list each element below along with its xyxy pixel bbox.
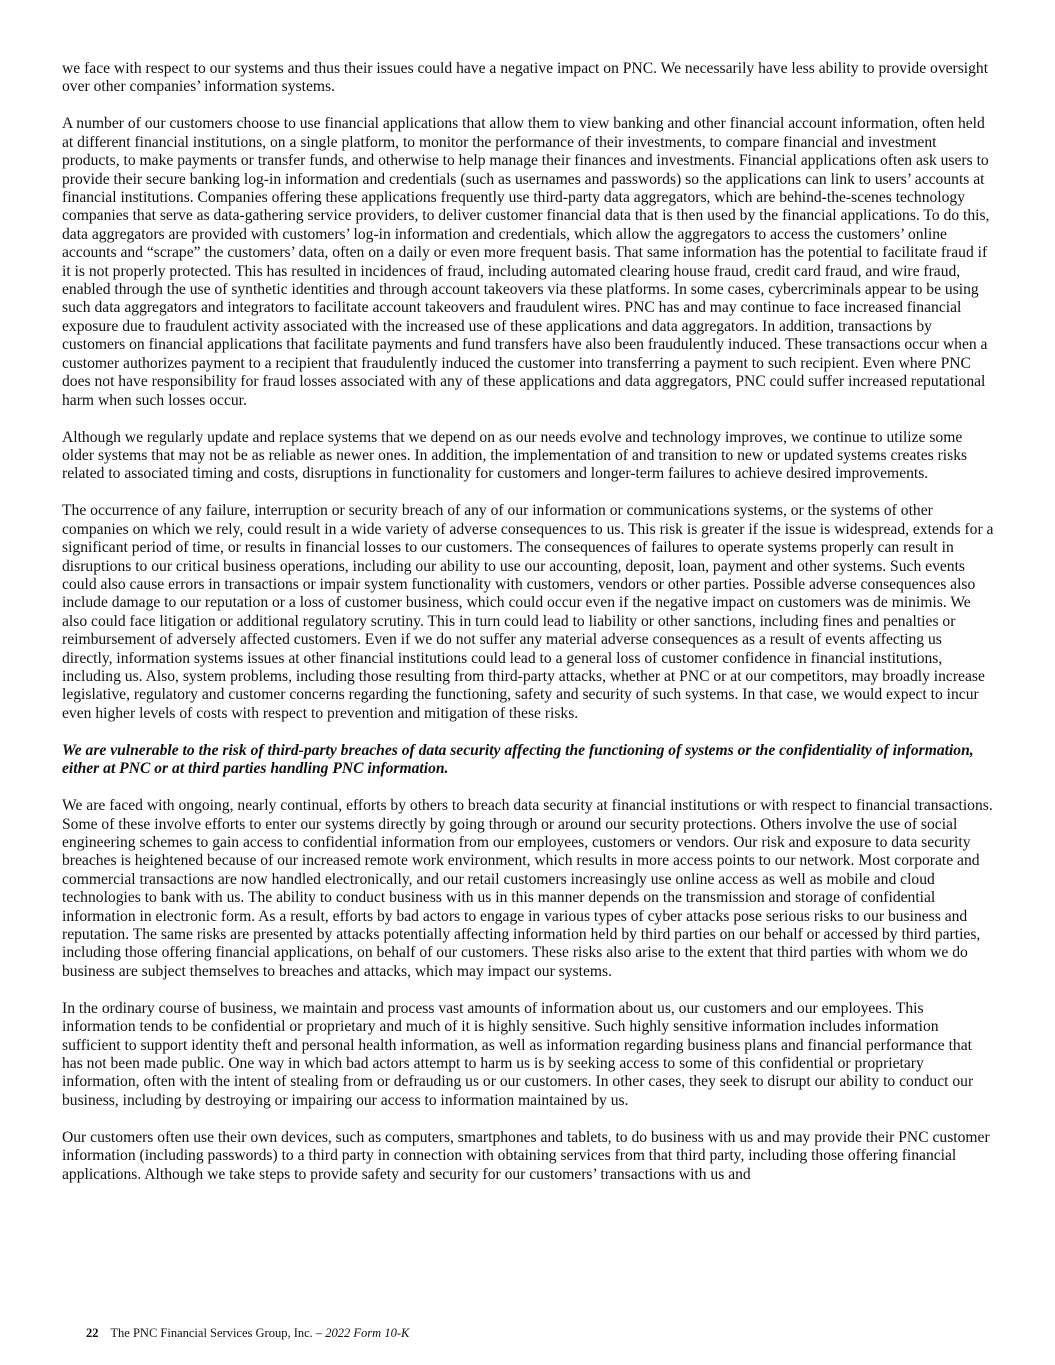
paragraph-sensitive-information: In the ordinary course of business, we maintain and process vast amounts of information about us, our customers and our employees. This information tends to be confidential or proprietary and much of it is highly sensitive. Such highly sensitive information includes information sufficient to support identity theft and personal health information, as well as information regarding business plans and financial performance that has not been made public. One way in which bad actors attempt to harm us is by seeking access to some of this confidential or proprietary information, often with the intent of stealing from or defrauding us or our customers. In other cases, they seek to disrupt our ability to conduct our business, including by destroying or impairing our access to information maintained by us.: [62, 999, 974, 1109]
paragraph-system-failure-consequences: The occurrence of any failure, interruption or security breach of any of our information or communications systems, or the systems of other companies on which we rely, could result in a wide variety of adverse consequences to us. This risk is greater if the issue is widespread, extends for a significant period of time, or results in financial losses to our customers. The consequences of failures to operate systems properly can result in disruptions to our critical business operations, including our ability to use our accounting, deposit, loan, payment and other systems. Such events could also cause errors in transactions or impair system functionality with customers, vendors or other parties. Possible adverse consequences also include damage to our reputation or a loss of customer business, which could occur even if the negative impact on customers was de minimis. We also could face litigation or additional regulatory scrutiny. This in turn could lead to liability or other sanctions, including fines and penalties or reimbursement of adversely affected customers. Even if we do not suffer any material adverse consequences as a result of events affecting us directly, information systems issues at other financial institutions could lead to a general loss of customer confidence in financial institutions, including us. Also, system problems, including those resulting from third-party attacks, whether at PNC or at our competitors, may broadly increase legislative, regulatory and customer concerns regarding the functioning, safety and security of such systems. In that case, we would expect to incur even higher levels of costs with respect to prevention and mitigation of these risks.: [62, 502, 994, 722]
document-body: [62, 60, 994, 1203]
page-number: 22: [86, 1326, 99, 1340]
section-heading-data-security: We are vulnerable to the risk of third-party breaches of data security affecting the functioning of systems or the confidentiality of information, either at PNC or at third parties handling PNC information.: [62, 741, 974, 778]
paragraph-customer-devices: Our customers often use their own devices, such as computers, smartphones and tablets, to do business with us and may provide their PNC customer information (including passwords) to a third party in connection with obtaining services from that third party, including those offering financial applications. Although we take steps to provide safety and security for our customers’ transactions with us and: [62, 1128, 990, 1183]
paragraph-financial-applications: A number of our customers choose to use financial applications that allow them to view banking and other financial account information, often held at different financial institutions, on a single platform, to monitor the performance of their investments, to compare financial and investment products, to make payments or transfer funds, and otherwise to help manage their finances and investments. Financial applications often ask users to provide their secure banking log-in information and credentials (such as usernames and passwords) so the applications can link to users’ accounts at financial institutions. Companies offering these applications frequently use third-party data aggregators, which are behind-the-scenes technology companies that serve as data-gathering service providers, to deliver customer financial data that is then used by the financial applications. To do this, data aggregators are provided with customers’ log-in information and credentials, which allow the aggregators to access the customers’ online accounts and “scrape” the customers’ data, often on a daily or even more frequent basis. That same information has the potential to facilitate fraud if it is not properly protected. This has resulted in incidences of fraud, including automated clearing house fraud, credit card fraud, and wire fraud, enabled through the use of synthetic identities and through account takeovers via these platforms. In some cases, cybercriminals appear to be using such data aggregators and integrators to facilitate account takeovers and fraudulent wires. PNC has and may continue to face increased financial exposure due to fraudulent activity associated with the increased use of these applications and data aggregators. In addition, transactions by customers on financial applications that facilitate payments and fund transfers have also been fraudulently induced. These transactions occur when a customer authorizes payment to a recipient that fraudulently induced the customer into transferring a payment to such recipient. Even where PNC does not have responsibility for fraud losses associated with any of these applications and data aggregators, PNC could suffer increased reputational harm when such losses occur.: [62, 115, 990, 409]
paragraph-systems-oversight: we face with respect to our systems and thus their issues could have a negative impact on PNC. We necessarily have less ability to provide oversight over other companies’ information systems.: [62, 60, 989, 96]
footer-form-name: 2022 Form 10-K: [325, 1326, 410, 1340]
paragraph-older-systems: Although we regularly update and replace systems that we depend on as our needs evolve and technology improves, we continue to utilize some older systems that may not be as reliable as newer ones. In addition, the implementation of and transition to new or updated systems creates risks related to associated timing and costs, disruptions in functionality for customers and longer-term failures to achieve desired improvements.: [62, 428, 968, 483]
footer-company: The PNC Financial Services Group, Inc. –: [110, 1326, 323, 1340]
paragraph-breach-efforts: We are faced with ongoing, nearly continual, efforts by others to breach data security at financial institutions or with respect to financial transactions. Some of these involve efforts to enter our systems directly by going through or around our security protections. Others involve the use of social engineering schemes to gain access to confidential information from our employees, customers or vendors. Our risk and exposure to data security breaches is heightened because of our increased remote work environment, which results in more access points to our network. Most corporate and commercial transactions are now handled electronically, and our retail customers increasingly use online access as well as mobile and cloud technologies to bank with us. The ability to conduct business with us in this manner depends on the transmission and storage of confidential information in electronic form. As a result, efforts by bad actors to engage in various types of cyber attacks pose serious risks to our business and reputation. The same risks are presented by attacks potentially affecting information held by third parties on our behalf or accessed by third parties, including those offering financial applications, on behalf of our customers. These risks also arise to the extent that third parties with whom we do business are subject themselves to breaches and attacks, which may impact our systems.: [62, 797, 993, 980]
page-footer: [86, 1326, 409, 1341]
